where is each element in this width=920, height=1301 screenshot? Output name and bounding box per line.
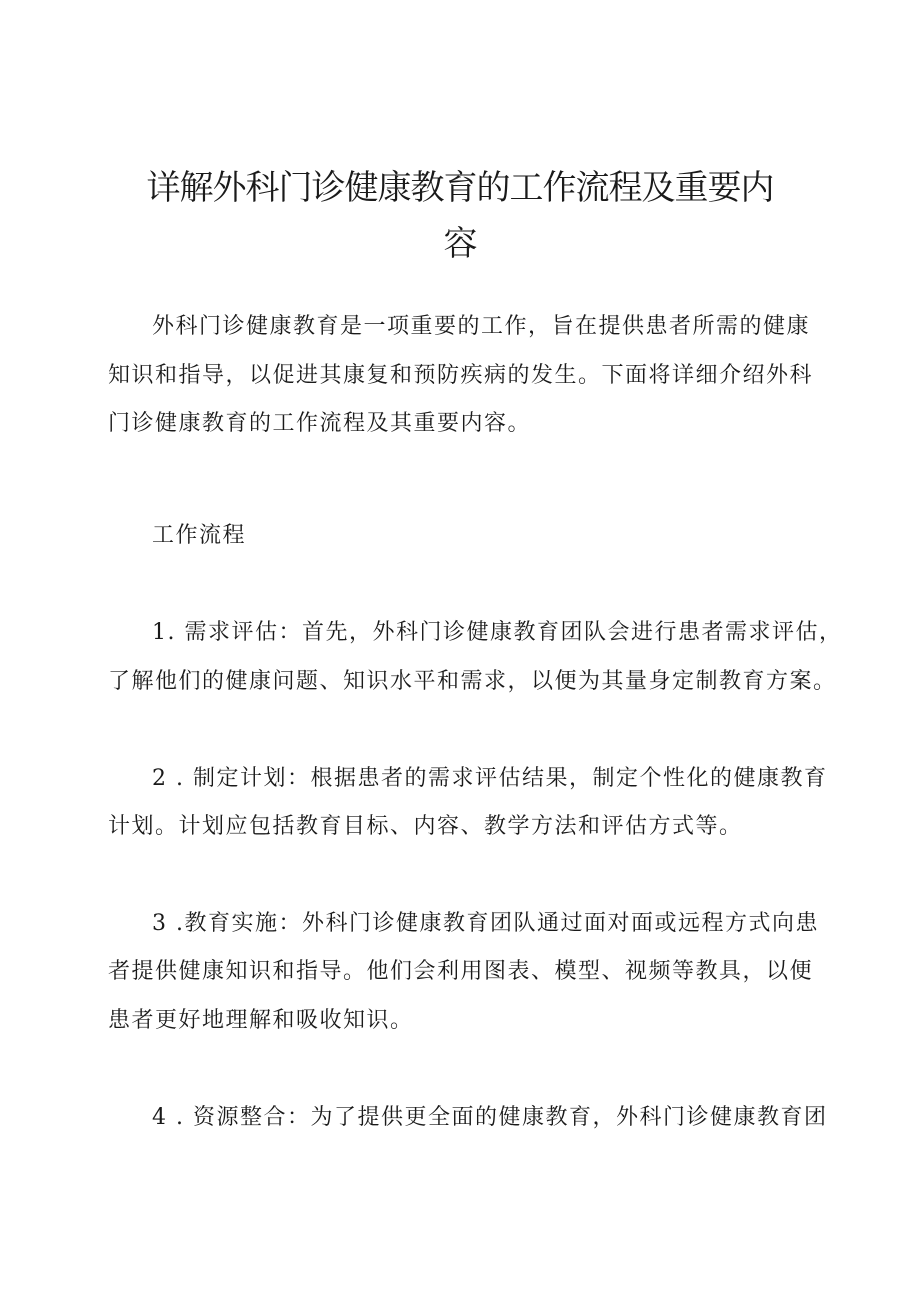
title-line: 详解外科门诊健康教育的工作流程及重要内 xyxy=(146,168,774,208)
list-item-line: 1. 需求评估：首先，外科门诊健康教育团队会进行患者需求评估， xyxy=(152,620,843,645)
section-heading: 工作流程 xyxy=(152,523,247,548)
document-title xyxy=(110,160,810,272)
list-item-line: 计划。计划应包括教育目标、内容、教学方法和评估方式等。 xyxy=(108,814,743,839)
list-item-line: 了解他们的健康问题、知识水平和需求，以便为其量身定制教育方案。 xyxy=(108,669,837,694)
title-line: 容 xyxy=(443,224,477,264)
intro-paragraph-line: 知识和指导，以促进其康复和预防疾病的发生。下面将详细介绍外科 xyxy=(108,363,814,388)
intro-paragraph-line: 门诊健康教育的工作流程及其重要内容。 xyxy=(108,411,532,436)
list-item-line: 者提供健康知识和指导。他们会利用图表、模型、视频等教具，以便 xyxy=(108,959,814,984)
list-item-line: 2 . 制定计划：根据患者的需求评估结果，制定个性化的健康教育 xyxy=(152,766,828,791)
list-item-line: 3 .教育实施：外科门诊健康教育团队通过面对面或远程方式向患 xyxy=(152,911,819,936)
list-item-line: 患者更好地理解和吸收知识。 xyxy=(108,1008,414,1033)
intro-paragraph-line: 外科门诊健康教育是一项重要的工作，旨在提供患者所需的健康 xyxy=(152,314,811,339)
list-item-line: 4 . 资源整合：为了提供更全面的健康教育，外科门诊健康教育团 xyxy=(152,1105,828,1130)
